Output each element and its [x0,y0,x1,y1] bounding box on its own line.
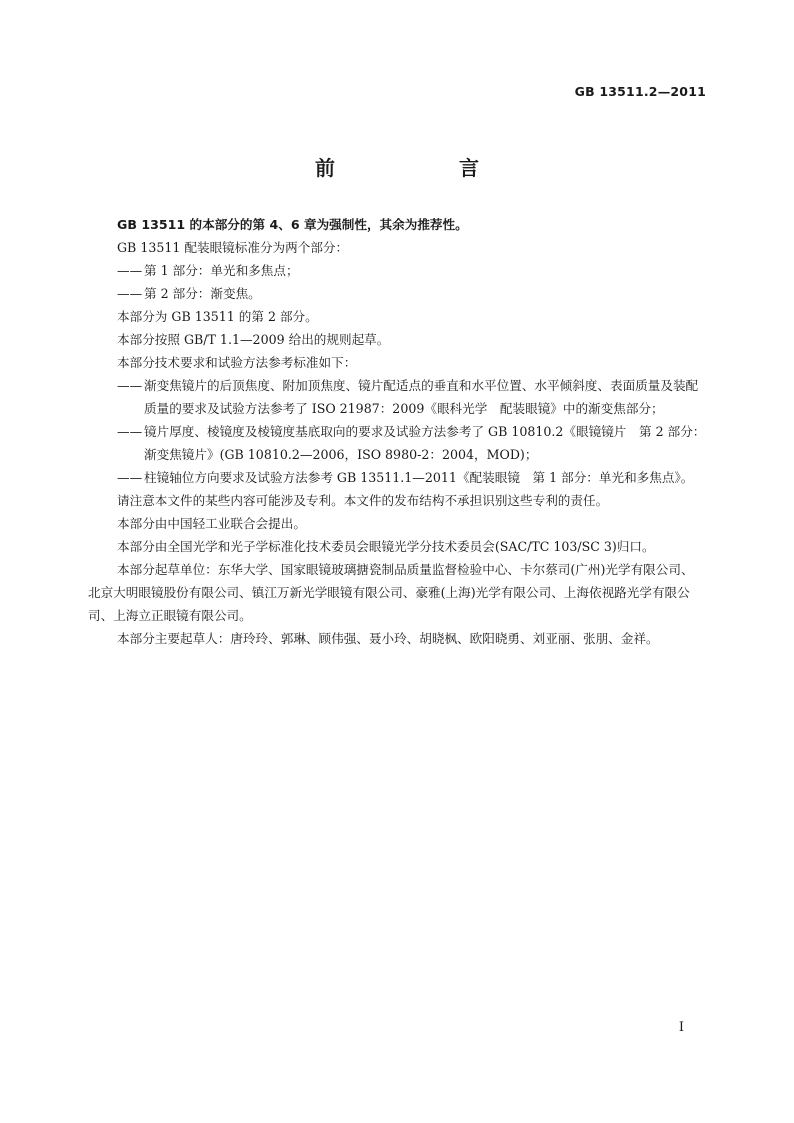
list-item-part-1 [117,259,706,282]
dash-marker: —— [117,470,143,485]
list-item-text: 镜片厚度、棱镜度及棱镜度基底取向的要求及试验方法参考了 GB 10810.2《眼镜镜片 第 2 部分：渐变焦镜片》(GB 10810.2—2006，ISO 8980-2：2004，MOD)； [144,424,706,462]
paragraph-patent-notice: 请注意本文件的某些内容可能涉及专利。本文件的发布结构不承担识别这些专利的责任。 [117,493,609,508]
list-item-reference-3 [117,466,706,489]
list-item-text: 第 2 部分：渐变焦。 [144,286,261,301]
paragraph-drafters: 本部分主要起草人：唐玲玲、郭琳、顾伟强、聂小玲、胡晓枫、欧阳晓勇、刘亚丽、张朋、金祥。 [117,631,659,646]
dash-marker: —— [117,263,143,278]
paragraph-drafting-units: 本部分起草单位：东华大学、国家眼镜玻璃搪瓷制品质量监督检验中心、卡尔蔡司(广州)光学有限公司、北京大明眼镜股份有限公司、镇江万新光学眼镜有限公司、豪雅(上海)光学有限公司、上海依视路光学有限公司、上海立正眼镜有限公司。 [88,562,694,623]
dash-marker: —— [117,286,143,301]
list-item-text: 第 1 部分：单光和多焦点； [144,263,299,278]
paragraph-this-part: 本部分为 GB 13511 的第 2 部分。 [117,309,318,324]
paragraph-references-intro: 本部分技术要求和试验方法参考标准如下： [117,355,357,370]
document-body [88,213,706,650]
page-number: I [678,1020,684,1035]
list-item-reference-2 [117,420,706,466]
dash-marker: —— [117,424,143,439]
list-item-text: 渐变焦镜片的后顶焦度、附加顶焦度、镜片配适点的垂直和水平位置、水平倾斜度、表面质量及装配质量的要求及试验方法参考了 ISO 21987：2009《眼科光学 配装眼镜》中的渐变焦部分； [144,378,699,416]
paragraph-mandatory-note: GB 13511 的本部分的第 4、6 章为强制性，其余为推荐性。 [117,217,468,232]
paragraph-drafting-rules: 本部分按照 GB/T 1.1—2009 给出的规则起草。 [117,332,390,347]
list-item-reference-1 [117,374,706,420]
page-title: 前 言 [315,156,531,180]
list-item-part-2 [117,282,706,305]
paragraph-parts-intro: GB 13511 配装眼镜标准分为两个部分： [117,240,349,255]
standard-code: GB 13511.2—2011 [574,84,706,99]
paragraph-proposed-by: 本部分由中国轻工业联合会提出。 [117,516,306,531]
list-item-text: 柱镜轴位方向要求及试验方法参考 GB 13511.1—2011《配装眼镜 第 1 部分：单光和多焦点》。 [144,470,694,485]
paragraph-administered-by: 本部分由全国光学和光子学标准化技术委员会眼镜光学分技术委员会(SAC/TC 103/SC 3)归口。 [117,539,655,554]
dash-marker: —— [117,378,143,393]
